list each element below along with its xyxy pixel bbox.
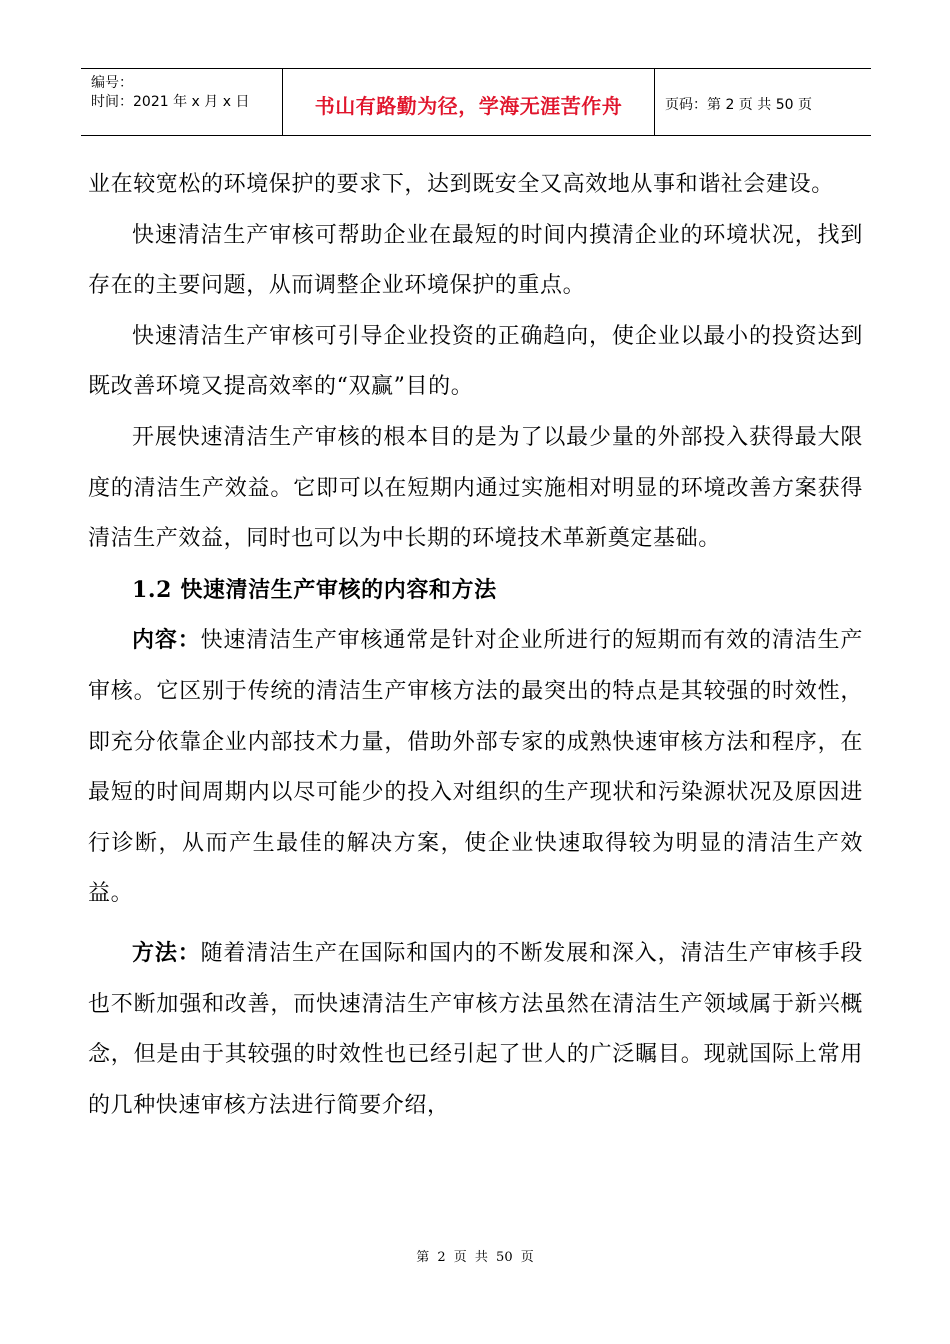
document-number-label: 编号： <box>91 75 133 91</box>
method-lead-label: 方法： <box>132 939 201 966</box>
paragraph-content <box>88 615 863 920</box>
paragraph-benefit-status: 快速清洁生产审核可帮助企业在最短的时间内摸清企业的环境状况，找到存在的主要问题，从而调整企业环境保护的重点。 <box>88 222 863 299</box>
header-page-cell <box>655 69 871 135</box>
header-page-info: 页码：第 2 页 共 50 页 <box>665 97 812 113</box>
method-text: 随着清洁生产在国际和国内的不断发展和深入，清洁生产审核手段也不断加强和改善，而快速清洁生产审核方法虽然在清洁生产领域属于新兴概念，但是由于其较强的时效性也已经引起了世人的广泛瞩目。现就国际上常用的几种快速审核方法进行简要介绍， <box>88 940 863 1118</box>
header-motto: 书山有路勤为径，学海无涯苦作舟 <box>314 93 623 118</box>
section-heading: 1.2 快速清洁生产审核的内容和方法 <box>132 576 497 603</box>
header-meta-cell <box>81 69 283 135</box>
content-lead-label: 内容： <box>132 627 201 654</box>
document-header <box>81 68 871 136</box>
page-footer: 第 2 页 共 50 页 <box>416 1250 534 1265</box>
header-motto-cell <box>283 69 655 135</box>
document-body <box>88 160 863 1131</box>
paragraph-purpose: 开展快速清洁生产审核的根本目的是为了以最少量的外部投入获得最大限度的清洁生产效益。它即可以在短期内通过实施相对明显的环境改善方案获得清洁生产效益，同时也可以为中长期的环境技术革新奠定基础。 <box>88 424 863 552</box>
paragraph-benefit-investment: 快速清洁生产审核可引导企业投资的正确趋向，使企业以最小的投资达到既改善环境又提高效率的“双赢”目的。 <box>88 323 863 400</box>
document-date-label: 时间：2021 年 x 月 x 日 <box>91 94 250 110</box>
paragraph-continuation: 业在较宽松的环境保护的要求下，达到既安全又高效地从事和谐社会建设。 <box>88 172 834 197</box>
content-text: 快速清洁生产审核通常是针对企业所进行的短期而有效的清洁生产审核。它区别于传统的清洁生产审核方法的最突出的特点是其较强的时效性，即充分依靠企业内部技术力量，借助外部专家的成熟快速审核方法和程序，在最短的时间周期内以尽可能少的投入对组织的生产现状和污染源状况及原因进行诊断，从而产生最佳的解决方案，使企业快速取得较为明显的清洁生产效益。 <box>88 628 863 907</box>
paragraph-method <box>88 928 863 1131</box>
